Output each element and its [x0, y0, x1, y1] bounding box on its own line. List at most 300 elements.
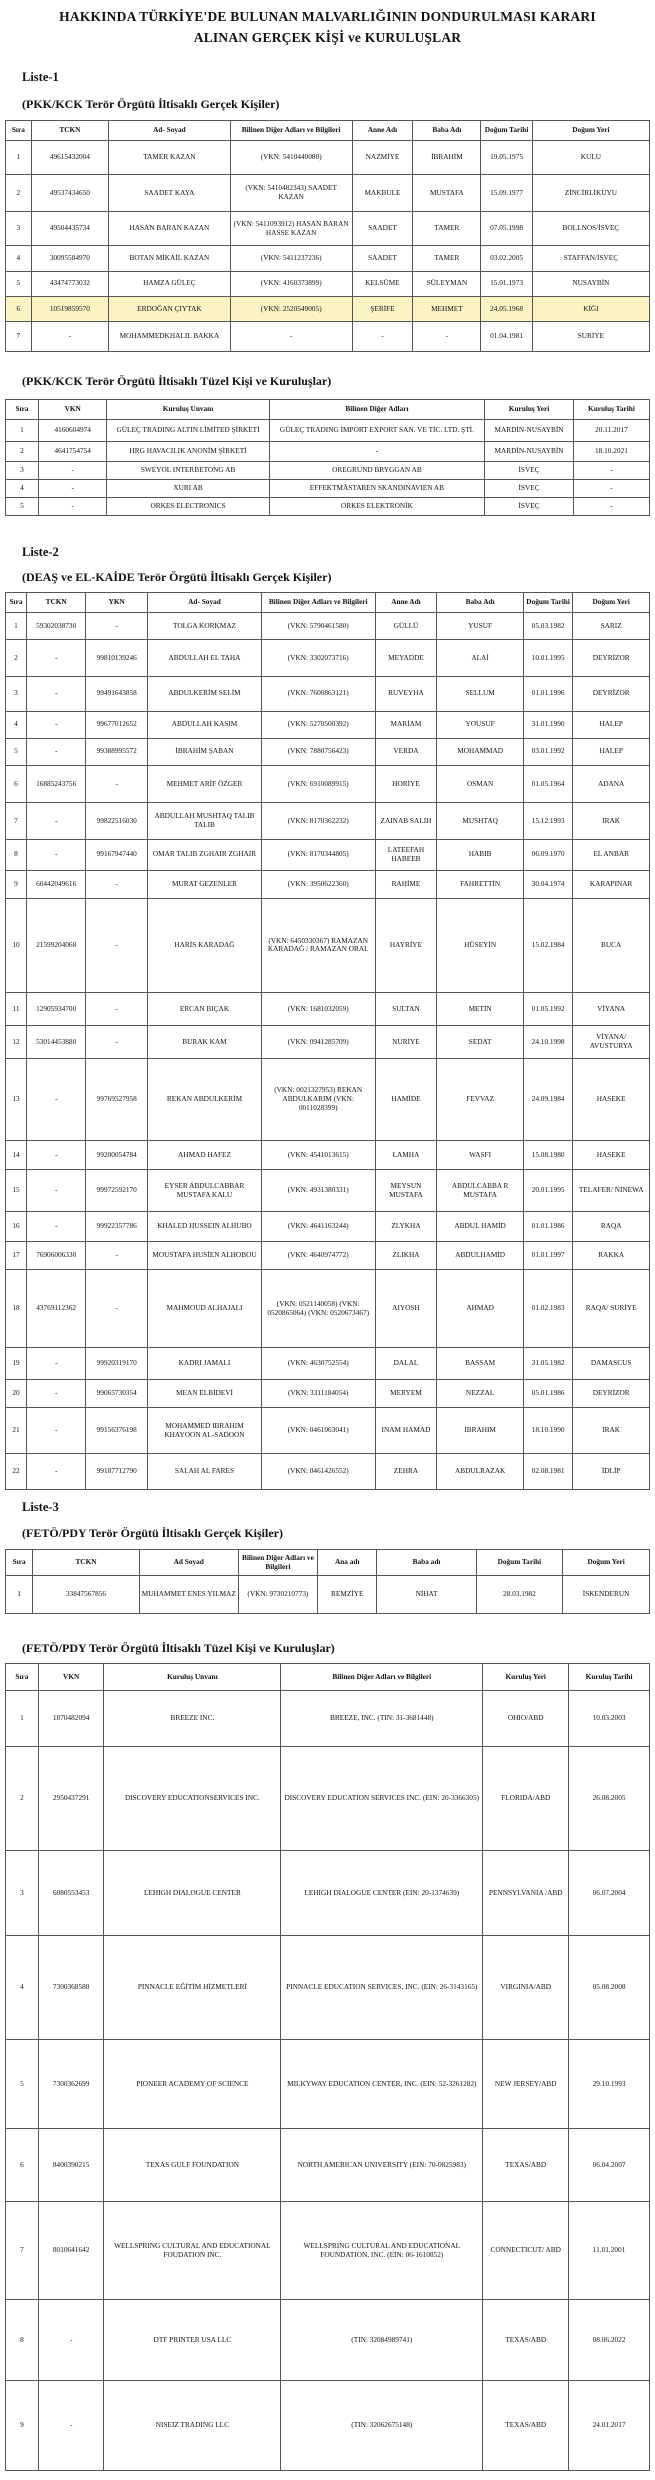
- list3-person-cell: (VKN: 9730210773): [238, 1576, 317, 1614]
- list3-entity-row: [6, 1851, 650, 1936]
- list1-person-column-header: Bilinen Diğer Adları ve Bilgileri: [230, 121, 352, 141]
- list3-heading: Liste-3: [22, 1500, 59, 1514]
- list2-person-cell: 99491643858: [86, 677, 148, 712]
- list2-person-cell: İDLİP: [573, 1454, 650, 1490]
- list1-person-cell: (VKN: 5411093912) HASAN BARAN HASSE KAZAN: [230, 212, 352, 246]
- list2-person-cell: (VKN: 4640974772): [261, 1241, 375, 1269]
- list2-person-cell: ABDUL HAMİD: [437, 1212, 524, 1242]
- list1-entity-cell: 1: [6, 420, 39, 442]
- list1-person-cell: İBRAHİM: [413, 141, 481, 175]
- list3-entity-cell: 7: [6, 2202, 39, 2300]
- list2-person-cell: (VKN: 7600863121): [261, 677, 375, 712]
- list2-person-cell: -: [27, 677, 86, 712]
- list1-person-cell: 10519859570: [31, 296, 108, 321]
- list3-entity-row: [6, 2381, 650, 2471]
- list2-person-row: [6, 677, 650, 712]
- list2-person-cell: MEAN ELBİDEVİ: [148, 1380, 262, 1408]
- list3-entity-cell: (TIN: 32062675148): [281, 2381, 483, 2471]
- list2-person-cell: 2: [6, 640, 27, 677]
- list2-person-cell: BUCA: [573, 899, 650, 993]
- list2-person-cell: 06.09.1970: [523, 839, 572, 870]
- list1-person-cell: HAMZA GÜLEÇ: [109, 271, 231, 296]
- list1-entity-cell: GÜLEÇ TRADING İMPORT EXPORT SAN. VE TİC. LTD. ŞTİ.: [269, 420, 485, 442]
- list2-person-cell: RAKKA: [573, 1241, 650, 1269]
- list1-entity-cell: -: [573, 498, 649, 516]
- list2-person-cell: HALEP: [573, 711, 650, 738]
- list2-person-cell: 18.10.1990: [523, 1408, 572, 1454]
- list2-person-cell: GÜLLÜ: [375, 613, 437, 640]
- list1-person-column-header: Doğum Tarihi: [481, 121, 533, 141]
- list2-person-cell: 01.01.1997: [523, 1241, 572, 1269]
- list2-person-cell: FEVVAZ: [437, 1059, 524, 1140]
- list2-person-cell: MEYADDE: [375, 640, 437, 677]
- list3-entity-cell: WELLSPRING CULTURAL AND EDUCATIONAL FOUDATION INC.: [104, 2202, 281, 2300]
- list2-person-cell: 12905934700: [27, 992, 86, 1025]
- list2-person-cell: 15.08.1980: [523, 1140, 572, 1170]
- list1-entity-cell: ORKES ELEKTRONİK: [269, 498, 485, 516]
- list2-person-cell: REKAN ABDULKERİM: [148, 1059, 262, 1140]
- list2-person-cell: WASFI: [437, 1140, 524, 1170]
- list1-person-cell: 6: [6, 296, 32, 321]
- list3-entity-cell: TEXAS/ABD: [483, 2129, 569, 2202]
- list1-entity-cell: 18.10.2021: [573, 442, 649, 462]
- list2-person-cell: ZLIKHA: [375, 1241, 437, 1269]
- list1-person-column-header: Baba Adı: [413, 121, 481, 141]
- list3-entity-cell: DISCOVERY EDUCATIONSERVICES INC.: [104, 1747, 281, 1851]
- list2-person-cell: 3: [6, 677, 27, 712]
- list2-person-cell: AIYOSH: [375, 1270, 437, 1348]
- list1-person-cell: MAKBULE: [352, 175, 413, 212]
- list2-person-cell: 13: [6, 1059, 27, 1140]
- list3-entity-cell: VIRGINIA/ABD: [483, 1936, 569, 2040]
- list2-person-cell: AHMAD: [437, 1270, 524, 1348]
- list1-person-cell: 03.02.2005: [481, 246, 533, 271]
- list2-person-cell: İBRAHİM ŞABAN: [148, 738, 262, 765]
- list2-person-cell: 99388995572: [86, 738, 148, 765]
- list2-person-cell: 99200054784: [86, 1140, 148, 1170]
- list2-person-cell: HORİYE: [375, 765, 437, 802]
- list1-person-cell: (VKN: 4160373899): [230, 271, 352, 296]
- list1-person-cell: MEHMET: [413, 296, 481, 321]
- list2-person-cell: 99822516030: [86, 802, 148, 839]
- list1-person-cell: 15.01.1973: [481, 271, 533, 296]
- list2-person-cell: 99769527958: [86, 1059, 148, 1140]
- list2-person-cell: MARİAM: [375, 711, 437, 738]
- list2-person-column-header: TCKN: [27, 593, 86, 613]
- list3-person-column-header: Baba adı: [377, 1550, 476, 1576]
- list2-person-cell: AHMAD HAFEZ: [148, 1140, 262, 1170]
- list1-entity-cell: 4: [6, 480, 39, 498]
- list2-person-cell: VERDA: [375, 738, 437, 765]
- list1-entity-header-row: [6, 400, 650, 420]
- list3-persons-title: (FETÖ/PDY Terör Örgütü İltisaklı Gerçek Kişiler): [22, 1526, 283, 1540]
- list2-person-cell: -: [86, 765, 148, 802]
- list2-person-cell: HALEP: [573, 738, 650, 765]
- list2-person-cell: 01.05.1992: [523, 992, 572, 1025]
- list2-person-cell: VİYANA/ AVUSTURYA: [573, 1026, 650, 1059]
- list2-person-cell: 99972592170: [86, 1170, 148, 1212]
- list2-person-cell: 31.01.1990: [523, 711, 572, 738]
- list1-entity-cell: SWEYOL INTERBETONG AB: [107, 462, 269, 480]
- list1-entity-row: [6, 420, 650, 442]
- list2-person-cell: 59302038730: [27, 613, 86, 640]
- list2-person-cell: -: [27, 1212, 86, 1242]
- list2-heading: Liste-2: [22, 545, 59, 559]
- list3-entity-cell: 8400390215: [38, 2129, 104, 2202]
- list2-person-cell: MAHMOUD ALHAJALI: [148, 1270, 262, 1348]
- list1-entity-cell: İSVEÇ: [485, 480, 574, 498]
- list3-entity-cell: PENNSYLVANIA /ABD: [483, 1851, 569, 1936]
- list2-person-row: [6, 1380, 650, 1408]
- list2-person-column-header: Sıra: [6, 593, 27, 613]
- list1-person-cell: TAMER KAZAN: [109, 141, 231, 175]
- list3-entity-cell: NORTH AMERICAN UNIVERSITY (EIN: 70-0825983): [281, 2129, 483, 2202]
- list1-person-cell: (VKN: 5411237236): [230, 246, 352, 271]
- list3-entity-cell: PINNACLE EĞİTİM HİZMETLERİ: [104, 1936, 281, 2040]
- list2-person-cell: -: [27, 802, 86, 839]
- list3-person-header-row: [6, 1550, 650, 1576]
- list2-person-cell: -: [27, 1380, 86, 1408]
- list2-person-row: [6, 1348, 650, 1380]
- list1-person-header-row: [6, 121, 650, 141]
- list1-person-row: [6, 212, 650, 246]
- list1-person-cell: 49615432004: [31, 141, 108, 175]
- list3-person-column-header: Ana adı: [318, 1550, 377, 1576]
- list2-person-cell: 60442049616: [27, 870, 86, 898]
- list1-entity-cell: -: [573, 462, 649, 480]
- list1-person-cell: -: [230, 322, 352, 352]
- list3-entity-row: [6, 2202, 650, 2300]
- list3-entity-header-row: [6, 1664, 650, 1691]
- list1-person-cell: 2: [6, 175, 32, 212]
- list1-person-cell: 3: [6, 212, 32, 246]
- list1-entity-row: [6, 498, 650, 516]
- list1-entity-cell: MARDİN-NUSAYBİN: [485, 442, 574, 462]
- list2-person-cell: IRAK: [573, 802, 650, 839]
- list1-person-row: [6, 322, 650, 352]
- list3-entity-row: [6, 1936, 650, 2040]
- list2-person-cell: BURAK KAM: [148, 1026, 262, 1059]
- list1-entity-cell: -: [269, 442, 485, 462]
- list2-person-cell: (VKN: 8170344805): [261, 839, 375, 870]
- list2-person-cell: 10.01.1995: [523, 640, 572, 677]
- list1-person-cell: KELSÜME: [352, 271, 413, 296]
- list3-entity-column-header: Bilinen Diğer Adları ve Bilgileri: [281, 1664, 483, 1691]
- list2-person-cell: -: [27, 839, 86, 870]
- list3-entity-cell: 24.01.2017: [569, 2381, 650, 2471]
- list2-person-cell: 15.12.1993: [523, 802, 572, 839]
- list2-person-row: [6, 870, 650, 898]
- list3-entity-cell: PINNACLE EDUCATION SERVICES, INC. (EIN: 26-3143165): [281, 1936, 483, 2040]
- list2-person-cell: MERYEM: [375, 1380, 437, 1408]
- list1-person-cell: 01.04.1981: [481, 322, 533, 352]
- list2-person-cell: SEDAT: [437, 1026, 524, 1059]
- list2-person-column-header: Anne Adı: [375, 593, 437, 613]
- list1-person-cell: 49504435734: [31, 212, 108, 246]
- list1-person-cell: -: [352, 322, 413, 352]
- list3-entity-cell: CONNECTICUT/ ABD: [483, 2202, 569, 2300]
- list3-entity-cell: 08.06.2022: [569, 2300, 650, 2381]
- list2-person-cell: KHALED HUSSEIN ALHUBO: [148, 1212, 262, 1242]
- list2-person-cell: -: [86, 870, 148, 898]
- list2-person-cell: SELLUM: [437, 677, 524, 712]
- list3-entity-cell: TEXAS/ABD: [483, 2381, 569, 2471]
- list3-entity-cell: 1: [6, 1691, 39, 1747]
- list2-person-cell: (VKN: 0461063041): [261, 1408, 375, 1454]
- list2-person-cell: 16885243756: [27, 765, 86, 802]
- list2-person-cell: -: [27, 1140, 86, 1170]
- list2-person-cell: RAQA/ SURİYE: [573, 1270, 650, 1348]
- list3-entity-cell: DTF PRINTER USA LLC: [104, 2300, 281, 2381]
- list2-person-cell: 01.01.1986: [523, 1212, 572, 1242]
- list2-person-cell: EL ANBAR: [573, 839, 650, 870]
- list3-entity-cell: NISEIZ TRADING LLC: [104, 2381, 281, 2471]
- list2-person-cell: ABDULLAH EL TAHA: [148, 640, 262, 677]
- list2-person-cell: -: [27, 711, 86, 738]
- list2-person-cell: 19: [6, 1348, 27, 1380]
- list2-person-cell: (VKN: 0021327953) REKAN ABDULKARIM (VKN: 0011028399): [261, 1059, 375, 1140]
- list1-entities-table: [5, 399, 650, 516]
- list1-person-cell: 5: [6, 271, 32, 296]
- list2-person-cell: (VKN: 6910089915): [261, 765, 375, 802]
- list2-person-cell: 99810139246: [86, 640, 148, 677]
- list2-person-cell: NURİYE: [375, 1026, 437, 1059]
- list2-person-cell: 76906006330: [27, 1241, 86, 1269]
- list2-person-cell: 16: [6, 1212, 27, 1242]
- list1-person-cell: NAZMİYE: [352, 141, 413, 175]
- list3-entity-cell: 3: [6, 1851, 39, 1936]
- list2-person-cell: (VKN: 0521140058) (VKN: 0520865064) (VKN: 0520673467): [261, 1270, 375, 1348]
- list2-person-cell: 03.01.1992: [523, 738, 572, 765]
- list2-person-cell: TELAFER/ NİNEWA: [573, 1170, 650, 1212]
- list1-person-cell: 07.05.1998: [481, 212, 533, 246]
- list2-person-row: [6, 1212, 650, 1242]
- list2-person-cell: 21599204068: [27, 899, 86, 993]
- list2-person-cell: 01.01.1996: [523, 677, 572, 712]
- list2-person-cell: -: [27, 1059, 86, 1140]
- list1-entities-title: (PKK/KCK Terör Örgütü İltisaklı Tüzel Kişi ve Kuruluşlar): [22, 374, 332, 388]
- list2-person-cell: 24.09.1984: [523, 1059, 572, 1140]
- list2-person-cell: (VKN: 1681032059): [261, 992, 375, 1025]
- list1-person-cell: -: [413, 322, 481, 352]
- list2-person-cell: (VKN: 4541013615): [261, 1140, 375, 1170]
- list3-entity-cell: NEW JERSEY/ABD: [483, 2040, 569, 2129]
- list1-person-cell: SURİYE: [532, 322, 649, 352]
- list2-person-cell: DAMASCUS: [573, 1348, 650, 1380]
- list3-entity-cell: 6080553453: [38, 1851, 104, 1936]
- list2-person-cell: VİYANA: [573, 992, 650, 1025]
- list3-entity-cell: 4: [6, 1936, 39, 2040]
- list1-entity-column-header: Kuruluş Yeri: [485, 400, 574, 420]
- list3-entity-column-header: VKN: [38, 1664, 104, 1691]
- list3-entity-cell: LEHIGH DIALOGUE CENTER: [104, 1851, 281, 1936]
- list2-person-row: [6, 738, 650, 765]
- list3-person-cell: NİHAT: [377, 1576, 476, 1614]
- list1-person-row: [6, 271, 650, 296]
- list1-entity-cell: XURI AB: [107, 480, 269, 498]
- list1-person-cell: ERDOĞAN ÇIYTAK: [109, 296, 231, 321]
- list2-person-cell: HAYRİYE: [375, 899, 437, 993]
- list1-entity-cell: İSVEÇ: [485, 462, 574, 480]
- list3-person-column-header: Doğum Yeri: [563, 1550, 650, 1576]
- list1-entity-cell: 5: [6, 498, 39, 516]
- list2-person-cell: -: [86, 899, 148, 993]
- list2-person-cell: INAM HAMAD: [375, 1408, 437, 1454]
- list2-person-cell: MOUSTAFA HUSİEN ALHOBOU: [148, 1241, 262, 1269]
- list2-persons-title: (DEAŞ ve EL-KAİDE Terör Örgütü İltisaklı Gerçek Kişiler): [22, 570, 332, 584]
- list3-entity-cell: 29.10.1993: [569, 2040, 650, 2129]
- list2-person-cell: (VKN: 5270500392): [261, 711, 375, 738]
- list2-person-cell: ZEHRA: [375, 1454, 437, 1490]
- list2-person-cell: HABIB: [437, 839, 524, 870]
- list1-person-column-header: Doğum Yeri: [532, 121, 649, 141]
- list2-person-cell: (VKN: 3311184054): [261, 1380, 375, 1408]
- list1-person-cell: HASAN BARAN KAZAN: [109, 212, 231, 246]
- list2-person-row: [6, 1454, 650, 1490]
- list2-person-cell: 15.02.1984: [523, 899, 572, 993]
- list3-entity-row: [6, 2129, 650, 2202]
- list1-entity-cell: GÜLEÇ TRADING ALTIN LİMİTED ŞİRKETİ: [107, 420, 269, 442]
- list1-entity-cell: -: [38, 480, 106, 498]
- list2-person-cell: LAMHA: [375, 1140, 437, 1170]
- list2-person-row: [6, 1026, 650, 1059]
- list1-entity-cell: 3: [6, 462, 39, 480]
- list2-person-cell: 18: [6, 1270, 27, 1348]
- list2-person-cell: 99677012652: [86, 711, 148, 738]
- list2-person-cell: OMAR TALIB ZGHAIR ZGHAIR: [148, 839, 262, 870]
- list2-person-cell: 01.05.1964: [523, 765, 572, 802]
- list2-person-cell: RAHİME: [375, 870, 437, 898]
- list2-person-cell: 12: [6, 1026, 27, 1059]
- list1-person-column-header: Sıra: [6, 121, 32, 141]
- list1-person-cell: BOLLNOS/İSVEÇ: [532, 212, 649, 246]
- list2-person-cell: 99187712790: [86, 1454, 148, 1490]
- list3-entity-column-header: Sıra: [6, 1664, 39, 1691]
- list2-person-cell: 10: [6, 899, 27, 993]
- list1-person-cell: 15.09.1977: [481, 175, 533, 212]
- list1-entity-cell: 4641754754: [38, 442, 106, 462]
- list2-person-cell: -: [27, 1454, 86, 1490]
- list2-person-cell: 4: [6, 711, 27, 738]
- list1-entity-column-header: Sıra: [6, 400, 39, 420]
- list2-person-cell: HAMİDE: [375, 1059, 437, 1140]
- list1-entity-row: [6, 462, 650, 480]
- list2-person-row: [6, 613, 650, 640]
- list3-entity-cell: WELLSPRING CULTURAL AND EDUCATIONAL FOUNDATION, INC. (EIN: 06-1610852): [281, 2202, 483, 2300]
- list2-person-cell: -: [86, 613, 148, 640]
- list3-entity-cell: BREEZE, INC. (TIN: 31-3681448): [281, 1691, 483, 1747]
- list1-entity-column-header: Kuruluş Tarihi: [573, 400, 649, 420]
- list1-person-cell: 4: [6, 246, 32, 271]
- list2-person-cell: (VKN: 4630752554): [261, 1348, 375, 1380]
- list2-person-cell: (VKN: 6450330367) RAMAZAN KARADAĞ / RAMAZAN ORAL: [261, 899, 375, 993]
- list1-person-cell: STAFFAN/İSVEÇ: [532, 246, 649, 271]
- list2-person-cell: DEYRİZOR: [573, 640, 650, 677]
- list1-person-cell: 43474773032: [31, 271, 108, 296]
- list3-entity-column-header: Kuruluş Unvanı: [104, 1664, 281, 1691]
- document-title-line1: HAKKINDA TÜRKİYE'DE BULUNAN MALVARLIĞININ DONDURULMASI KARARI: [59, 9, 596, 24]
- list2-person-cell: (VKN: 3302073716): [261, 640, 375, 677]
- list2-person-cell: 05.03.1982: [523, 613, 572, 640]
- list3-entity-row: [6, 1691, 650, 1747]
- list1-person-cell: BOTAN MİKAİL KAZAN: [109, 246, 231, 271]
- document-title-line2: ALINAN GERÇEK KİŞİ ve KURULUŞLAR: [193, 30, 462, 45]
- list3-entity-cell: BREEZE INC.: [104, 1691, 281, 1747]
- list2-person-row: [6, 1270, 650, 1348]
- list3-entity-cell: 2: [6, 1747, 39, 1851]
- list2-person-column-header: Bilinen Diğer Adları ve Bilgileri: [261, 593, 375, 613]
- list3-entity-column-header: Kuruluş Yeri: [483, 1664, 569, 1691]
- list3-entity-cell: 06.04.2007: [569, 2129, 650, 2202]
- list3-entity-cell: 7300362699: [38, 2040, 104, 2129]
- list2-person-column-header: Doğum Tarihi: [523, 593, 572, 613]
- list1-person-cell: (VKN: 5410482343) SAADET KAZAN: [230, 175, 352, 212]
- list1-entity-cell: -: [38, 498, 106, 516]
- list1-entity-cell: -: [38, 462, 106, 480]
- list2-person-cell: MURAT GEZENLER: [148, 870, 262, 898]
- list2-person-cell: HÜSEYİN: [437, 899, 524, 993]
- list1-persons-table: [5, 120, 650, 352]
- list1-person-cell: (VKN: 5410440080): [230, 141, 352, 175]
- list1-entity-cell: İSVEÇ: [485, 498, 574, 516]
- list2-person-cell: ABDULKERİM SELİM: [148, 677, 262, 712]
- list2-person-cell: 21: [6, 1408, 27, 1454]
- list2-person-cell: 20.01.1995: [523, 1170, 572, 1212]
- list1-person-cell: 7: [6, 322, 32, 352]
- list3-entity-cell: FLORIDA/ABD: [483, 1747, 569, 1851]
- list2-person-cell: KADRI JAMALI: [148, 1348, 262, 1380]
- list2-person-cell: METİN: [437, 992, 524, 1025]
- list3-entity-cell: 7300368580: [38, 1936, 104, 2040]
- list3-entity-cell: -: [38, 2381, 104, 2471]
- list2-person-cell: MEYSUN MUSTAFA: [375, 1170, 437, 1212]
- list2-person-cell: ABDULHAMİD: [437, 1241, 524, 1269]
- list2-person-cell: IBRAHIM: [437, 1408, 524, 1454]
- list2-person-cell: OSMAN: [437, 765, 524, 802]
- list3-entity-cell: DISCOVERY EDUCATION SERVICES INC. (EIN: 20-3366305): [281, 1747, 483, 1851]
- list2-person-cell: RAQA: [573, 1212, 650, 1242]
- list2-person-cell: ZLYKHA: [375, 1212, 437, 1242]
- list2-person-cell: 1: [6, 613, 27, 640]
- list1-person-cell: SAADET: [352, 212, 413, 246]
- list2-person-cell: -: [27, 1170, 86, 1212]
- list1-person-cell: -: [31, 322, 108, 352]
- list2-person-cell: KARAPINAR: [573, 870, 650, 898]
- list2-person-cell: DEYRİZOR: [573, 677, 650, 712]
- list2-person-cell: EYSER ABDULCABBAR MUSTAFA KALU: [148, 1170, 262, 1212]
- list2-person-cell: ABDULLAH KASIM: [148, 711, 262, 738]
- list3-person-row: [6, 1576, 650, 1614]
- list1-person-cell: SÜLEYMAN: [413, 271, 481, 296]
- list2-person-cell: HASEKE: [573, 1140, 650, 1170]
- list2-person-column-header: Doğum Yeri: [573, 593, 650, 613]
- list1-person-cell: MOHAMMEDKHALIL BAKKA: [109, 322, 231, 352]
- list3-entity-row: [6, 2300, 650, 2381]
- list1-entity-cell: MARDİN-NUSAYBİN: [485, 420, 574, 442]
- list3-person-column-header: Doğum Tarihi: [476, 1550, 563, 1576]
- list2-person-cell: 43769112362: [27, 1270, 86, 1348]
- list1-entity-row: [6, 480, 650, 498]
- list2-person-cell: DALAL: [375, 1348, 437, 1380]
- list2-person-row: [6, 802, 650, 839]
- list1-person-column-header: TCKN: [31, 121, 108, 141]
- list2-person-row: [6, 1140, 650, 1170]
- list2-person-cell: 7: [6, 802, 27, 839]
- list2-person-cell: ZAINAB SALIH: [375, 802, 437, 839]
- list3-entity-cell: TEXAS/ABD: [483, 2300, 569, 2381]
- list2-person-cell: 01.02.1983: [523, 1270, 572, 1348]
- list3-person-cell: İSKENDERUN: [563, 1576, 650, 1614]
